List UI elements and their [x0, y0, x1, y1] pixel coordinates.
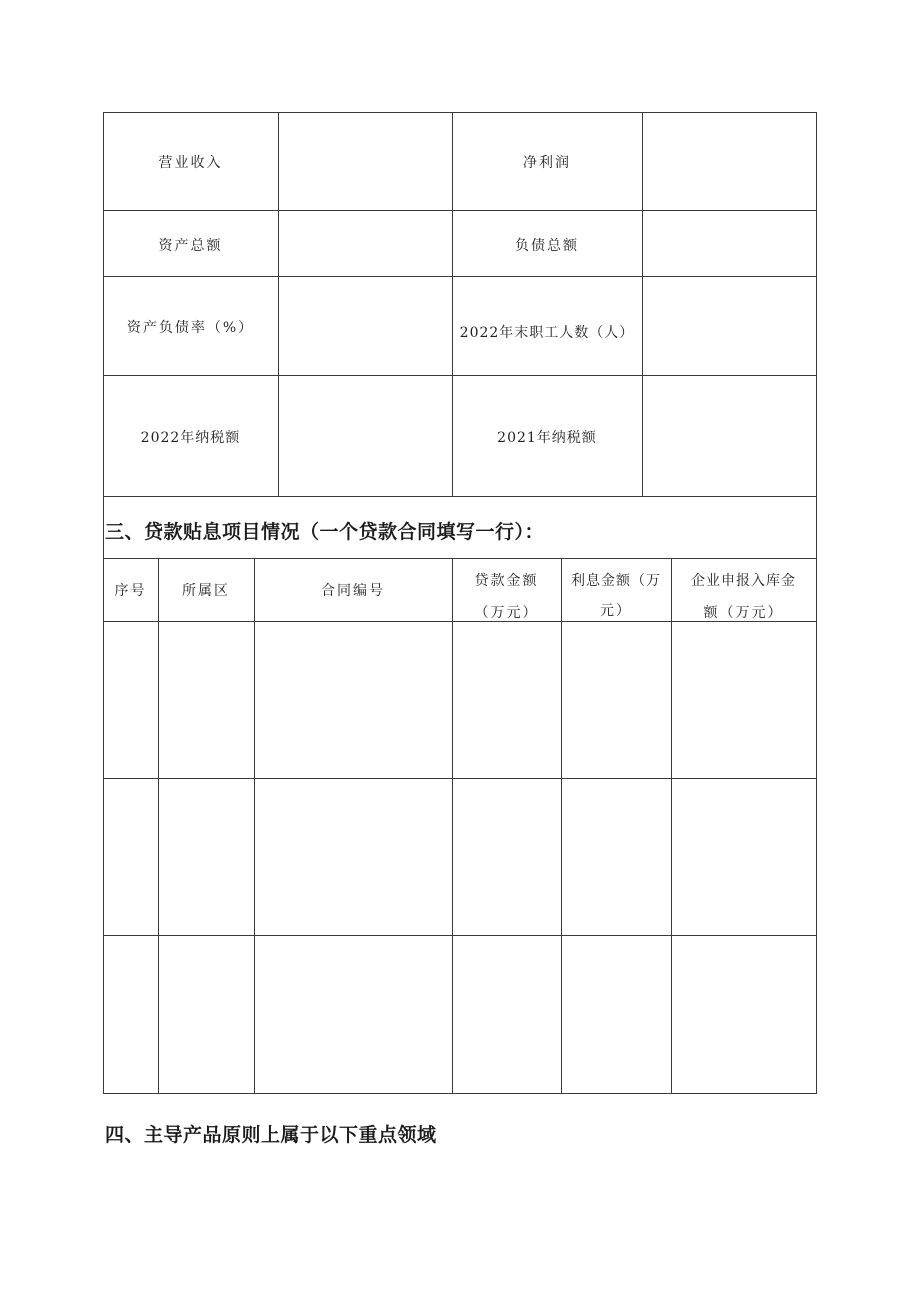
label-net-profit: 净利润	[523, 155, 571, 171]
header-interest-line1: 利息金额（万	[571, 573, 661, 589]
revenue-value-cell[interactable]	[279, 113, 452, 210]
header-interest-line2: 元）	[600, 603, 632, 619]
header-declare-line2: 额（万元）	[703, 605, 784, 621]
label-total-liabilities: 负债总额	[515, 238, 579, 254]
table-border-line	[816, 112, 817, 496]
header-contract-no: 合同编号	[321, 583, 385, 599]
section-3-title: 三、贷款贴息项目情况（一个贷款合同填写一行）：	[105, 521, 545, 543]
employees-value-cell[interactable]	[643, 277, 816, 375]
table-border-line	[103, 496, 817, 497]
table-row[interactable]	[104, 779, 816, 935]
table-border-line	[816, 558, 817, 1094]
table-row[interactable]	[104, 936, 816, 1093]
debt-ratio-value-cell[interactable]	[279, 277, 452, 375]
header-seq: 序号	[114, 583, 147, 599]
label-total-assets: 资产总额	[158, 238, 223, 254]
table-border-line	[103, 558, 817, 559]
header-declare-line1: 企业申报入库金	[691, 573, 796, 589]
section-4-title: 四、主导产品原则上属于以下重点领域	[105, 1124, 437, 1146]
table-row[interactable]	[104, 622, 816, 778]
label-tax-2021: 2021年纳税额	[497, 430, 597, 446]
label-debt-ratio: 资产负债率（%）	[126, 320, 255, 336]
label-tax-2022: 2022年纳税额	[140, 430, 241, 446]
header-loan-amount-line2: （万元）	[474, 605, 539, 621]
total-assets-value-cell[interactable]	[279, 211, 452, 276]
label-employees-2022: 2022年末职工人数（人）	[459, 325, 635, 341]
table-border-line	[103, 496, 104, 558]
total-liabilities-value-cell[interactable]	[643, 211, 816, 276]
tax-2022-value-cell[interactable]	[279, 376, 452, 496]
label-revenue: 营业收入	[158, 155, 223, 171]
header-loan-amount-line1: 贷款金额	[474, 573, 539, 589]
header-district: 所属区	[182, 583, 230, 599]
tax-2021-value-cell[interactable]	[643, 376, 816, 496]
table-border-line	[816, 496, 817, 558]
table-border-line	[103, 1093, 817, 1094]
net-profit-value-cell[interactable]	[643, 113, 816, 210]
